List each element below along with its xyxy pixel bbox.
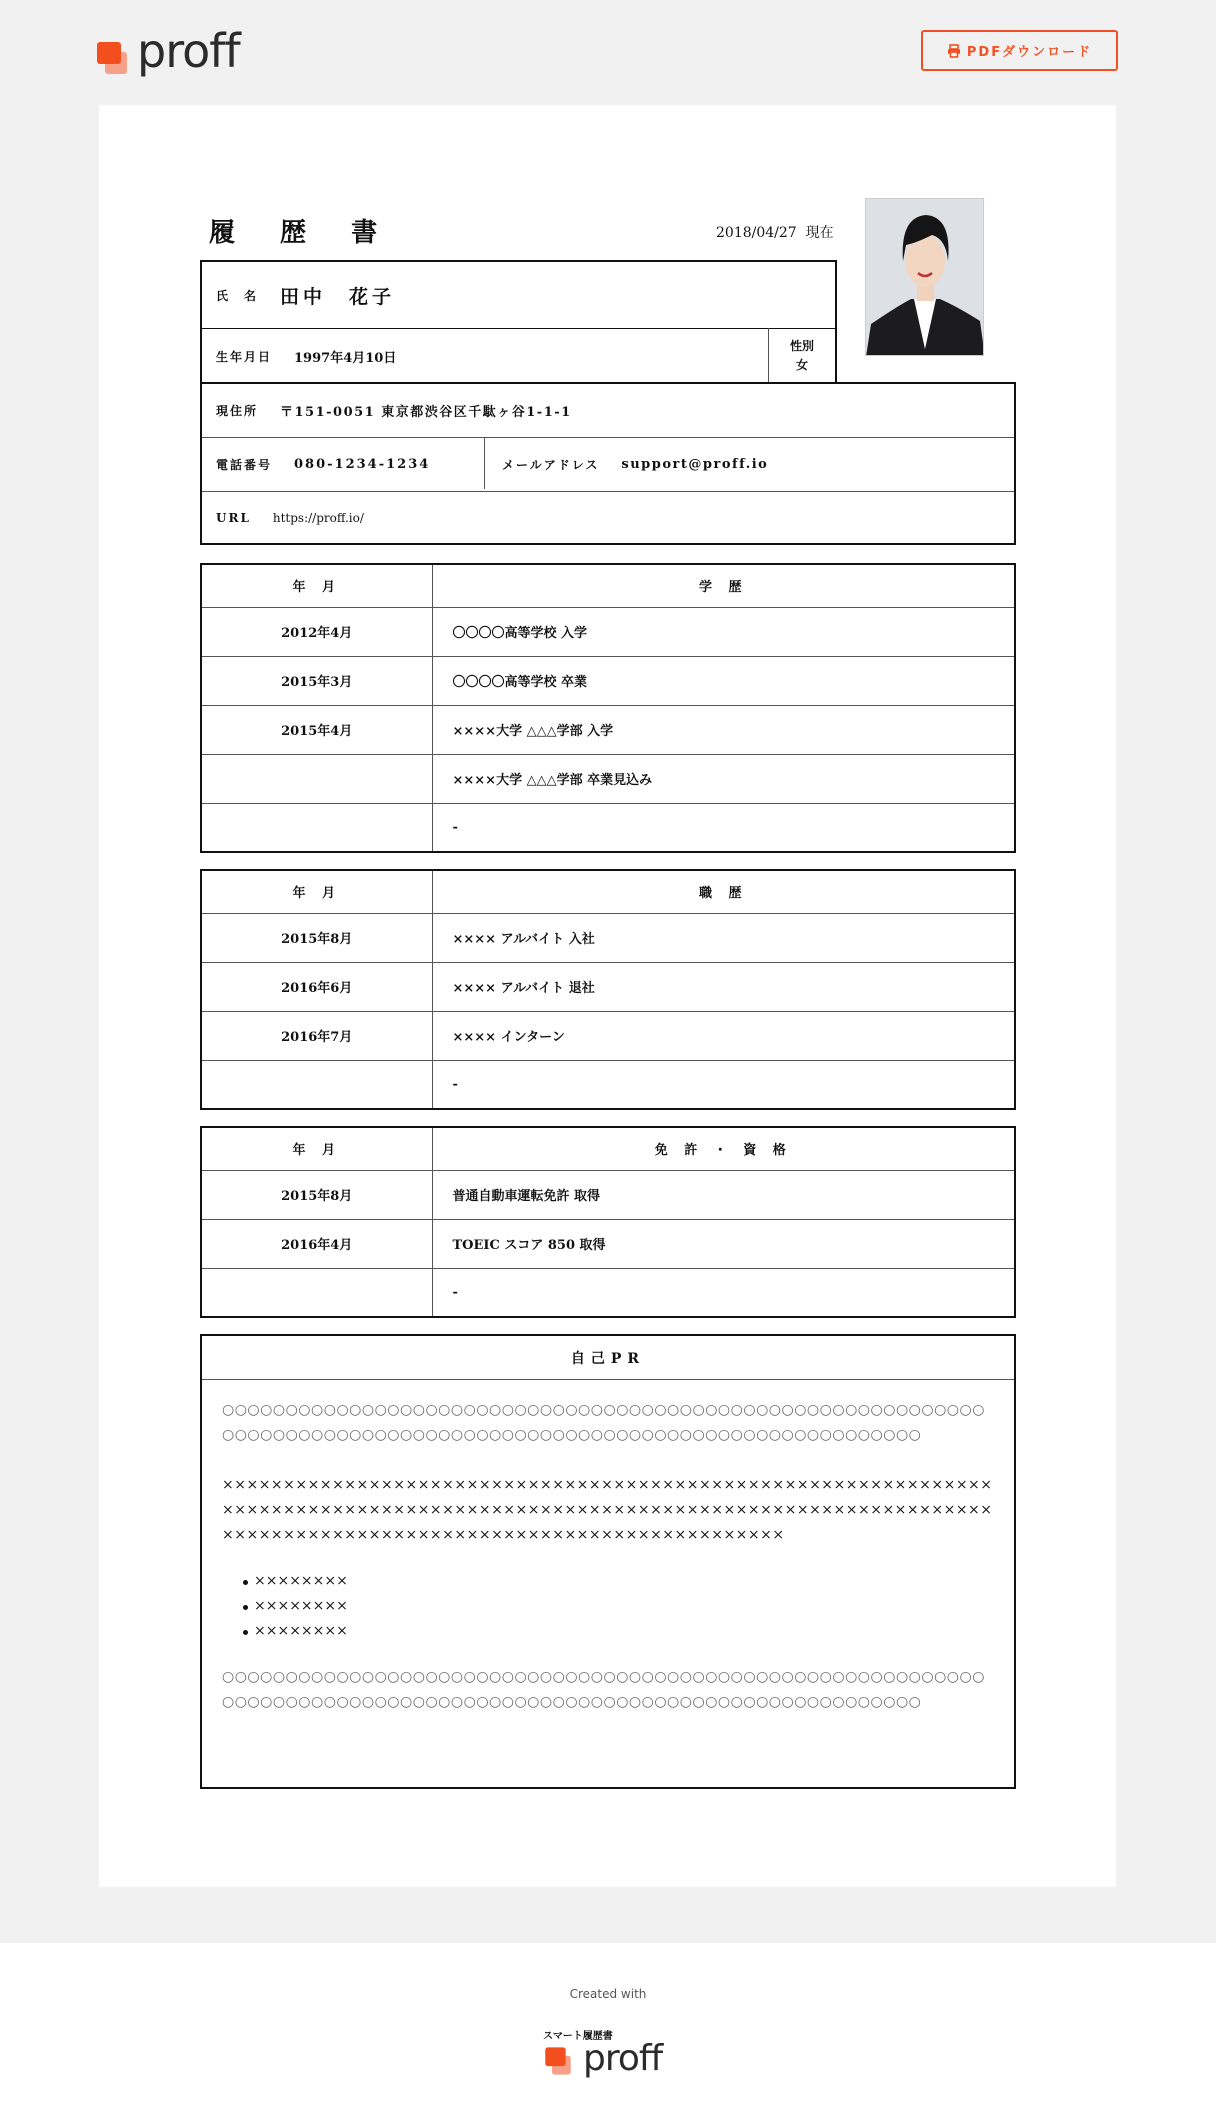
url-row — [216, 492, 364, 544]
logo-text: proff — [583, 2038, 663, 2079]
printer-icon — [947, 44, 961, 58]
table-row — [201, 1219, 1015, 1268]
date-suffix: 現在 — [805, 225, 834, 241]
table-row — [201, 656, 1015, 705]
profile-photo — [865, 198, 984, 356]
license-table — [200, 1126, 1016, 1318]
pr-paragraph: ×××××××××××××××××××××××××××××××××××××××××××××××××××××××××××××××××××××××××××××××××××××××××××××××××××××××××××××××××××××××××××××××××××××××××××××××××××××××××××××××××××××××××××× — [222, 1477, 993, 1543]
date-value: 2018/04/27 — [716, 225, 797, 241]
logo-text: proff — [137, 24, 240, 78]
list-item: ×××××××× — [254, 1594, 994, 1619]
table-row — [201, 754, 1015, 803]
sex-label: 性別 — [789, 339, 814, 353]
url-link[interactable]: https://proff.io/ — [272, 511, 364, 525]
sex-cell — [769, 329, 835, 383]
row-text: - — [432, 1060, 1015, 1109]
email-value: support@proff.io — [621, 457, 769, 472]
col-license-header: 免 許 ・ 資 格 — [432, 1127, 1015, 1170]
row-date: 2016年6月 — [201, 962, 432, 1011]
row-date: 2015年4月 — [201, 705, 432, 754]
table-row — [201, 1268, 1015, 1317]
logo-mark-icon — [545, 2047, 571, 2074]
address-value: 〒151-0051 東京都渋谷区千駄ヶ谷1-1-1 — [280, 405, 572, 420]
row-date: 2016年4月 — [201, 1219, 432, 1268]
sex-value: 女 — [795, 358, 808, 372]
created-with-text: Created with — [569, 1987, 647, 2001]
birth-row — [216, 329, 396, 383]
phone-label: 電話番号 — [216, 458, 273, 472]
name-birth-box — [200, 260, 837, 384]
birth-label: 生年月日 — [216, 349, 273, 364]
row-date: 2015年8月 — [201, 1170, 432, 1219]
url-label: URL — [216, 511, 251, 525]
education-table — [200, 563, 1016, 853]
name-label: 氏 名 — [216, 288, 259, 303]
pr-paragraph: ○○○○○○○○○○○○○○○○○○○○○○○○○○○○○○○○○○○○○○○○○○○○○○○○○○○○○○○○○○○○○○○○○○○○○○○○○○○○○○○○○○○○○○○○○○○○○○○○○○○○○○○○○○○○○○○○○○○ — [222, 1669, 985, 1710]
row-text: 〇〇〇〇高等学校 卒業 — [432, 656, 1015, 705]
row-date: 2015年3月 — [201, 656, 432, 705]
table-row — [201, 607, 1015, 656]
self-pr-title: 自己PR — [202, 1336, 1014, 1380]
work-table — [200, 869, 1016, 1110]
footer — [0, 1943, 1216, 2117]
proff-logo[interactable] — [97, 24, 240, 78]
pdf-download-button[interactable] — [921, 30, 1118, 71]
table-row — [201, 1060, 1015, 1109]
contact-box — [200, 382, 1016, 545]
row-text: ××××大学 △△△学部 卒業見込み — [432, 754, 1015, 803]
row-text: - — [432, 1268, 1015, 1317]
person-photo-icon — [866, 199, 984, 356]
pr-bullet-list — [222, 1569, 994, 1644]
row-date: 2015年8月 — [201, 913, 432, 962]
row-date — [201, 1268, 432, 1317]
col-date-header: 年 月 — [201, 870, 432, 913]
self-pr-section — [200, 1334, 1016, 1789]
row-text: ×××× インターン — [432, 1011, 1015, 1060]
resume-title: 履 歴 書 — [209, 218, 396, 248]
name-row — [216, 262, 395, 328]
table-row — [201, 1011, 1015, 1060]
col-date-header: 年 月 — [201, 564, 432, 607]
row-text: ××××大学 △△△学部 入学 — [432, 705, 1015, 754]
row-date — [201, 1060, 432, 1109]
row-text: 〇〇〇〇高等学校 入学 — [432, 607, 1015, 656]
table-row — [201, 705, 1015, 754]
row-date — [201, 754, 432, 803]
row-date — [201, 803, 432, 852]
row-text: TOEIC スコア 850 取得 — [432, 1219, 1015, 1268]
row-text: 普通自動車運転免許 取得 — [432, 1170, 1015, 1219]
col-work-header: 職 歴 — [432, 870, 1015, 913]
birth-value: 1997年4月10日 — [294, 350, 397, 366]
email-label: メールアドレス — [502, 458, 600, 472]
name-value: 田中 花子 — [280, 285, 396, 308]
list-item: ×××××××× — [254, 1569, 994, 1594]
table-row — [201, 962, 1015, 1011]
pr-paragraph: ○○○○○○○○○○○○○○○○○○○○○○○○○○○○○○○○○○○○○○○○○○○○○○○○○○○○○○○○○○○○○○○○○○○○○○○○○○○○○○○○○○○○○○○○○○○○○○○○○○○○○○○○○○○○○○○○○○○ — [222, 1402, 985, 1443]
footer-tagline: スマート履歴書 — [543, 2031, 613, 2042]
phone-row — [216, 438, 430, 491]
col-date-header: 年 月 — [201, 1127, 432, 1170]
row-text: ×××× アルバイト 入社 — [432, 913, 1015, 962]
row-text: ×××× アルバイト 退社 — [432, 962, 1015, 1011]
address-label: 現住所 — [216, 404, 259, 418]
row-date: 2012年4月 — [201, 607, 432, 656]
table-row — [201, 1170, 1015, 1219]
logo-mark-icon — [97, 42, 127, 74]
phone-value: 080-1234-1234 — [294, 457, 431, 472]
row-text: - — [432, 803, 1015, 852]
row-date: 2016年7月 — [201, 1011, 432, 1060]
col-education-header: 学 歴 — [432, 564, 1015, 607]
email-row — [502, 438, 768, 491]
pdf-download-label: PDFダウンロード — [966, 45, 1093, 60]
table-row — [201, 913, 1015, 962]
footer-logo[interactable] — [543, 2038, 663, 2079]
list-item: ×××××××× — [254, 1619, 994, 1644]
table-row — [201, 803, 1015, 852]
address-row — [216, 384, 572, 437]
resume-date — [716, 222, 834, 242]
